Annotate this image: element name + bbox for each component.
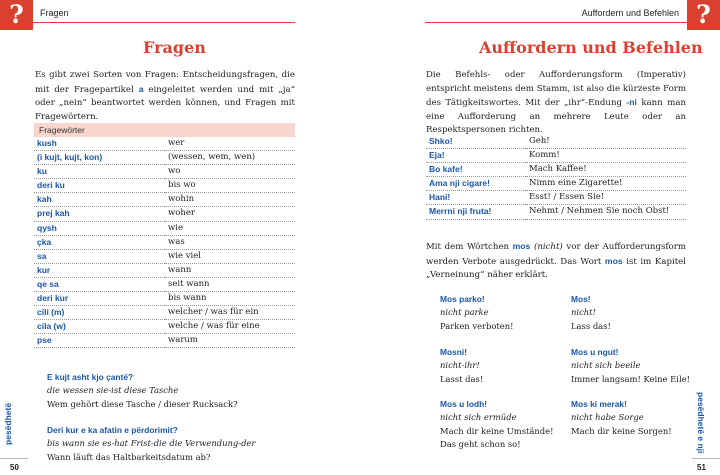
- right-page-number: 51: [697, 463, 706, 472]
- right-running-header: Auffordern und Befehlen: [581, 8, 679, 18]
- table-row: [34, 193, 295, 207]
- left-footer-rule: [0, 458, 28, 459]
- albanian-term: sa: [34, 249, 165, 263]
- albanian-term: deri ku: [34, 179, 165, 193]
- table-row: [34, 165, 295, 179]
- table-row: [34, 263, 295, 277]
- german-translation: wer: [165, 137, 295, 151]
- german-translation: warum: [165, 334, 295, 348]
- german-translation: welche / was für eine: [165, 320, 295, 334]
- table-row: [34, 235, 295, 249]
- german-translation: Mach Kaffee!: [526, 163, 686, 177]
- table-row: [34, 277, 295, 291]
- left-running-header: Fragen: [40, 8, 69, 18]
- albanian-term: Eja!: [426, 149, 526, 163]
- german-translation: wie: [165, 221, 295, 235]
- german-translation: was: [165, 235, 295, 249]
- example-mos: Mos! nicht! Lass das!: [571, 294, 611, 331]
- example-mos-ki-merak: Mos ki merak! nicht habe Sorge Mach dir keine Sorgen!: [571, 399, 672, 436]
- albanian-term: kush: [34, 137, 165, 151]
- table-row: [34, 320, 295, 334]
- table-row: [426, 163, 686, 177]
- table-row: [426, 205, 686, 219]
- german-translation: seit wann: [165, 277, 295, 291]
- german-translation: wo: [165, 165, 295, 179]
- right-header-rule: [425, 22, 687, 23]
- table-row: [34, 249, 295, 263]
- german-translation: (wessen, wem, wen): [165, 151, 295, 165]
- table-row: [426, 135, 686, 149]
- question-words-table: [34, 137, 295, 348]
- albanian-term: prej kah: [34, 207, 165, 221]
- german-translation: Komm!: [526, 149, 686, 163]
- example-mos-u-lodh: Mos u lodh! nicht sich ermüde Mach dir keine Umstände! Das geht schon so!: [440, 399, 554, 449]
- albanian-term: Ama nji cigare!: [426, 177, 526, 191]
- german-translation: wie viel: [165, 249, 295, 263]
- ending-ni: -ni: [626, 97, 637, 108]
- german-translation: Nehmt / Nehmen Sie noch Obst!: [526, 205, 686, 219]
- example-mosni: Mosni! nicht-ihr! Lasst das!: [440, 347, 484, 384]
- table-row: [34, 207, 295, 221]
- right-footer-rule: [692, 458, 720, 459]
- albanian-term: qysh: [34, 221, 165, 235]
- right-intro: Die Befehls- oder Aufforderungsform (Imperativ) entspricht meistens dem Stamm, ist also die kürzeste Form des Tätigkeitswortes. Mit der „ihr“-Endung -ni kann man eine Aufforderung an mehrere Leute oder an Respektspersonen richten.: [426, 70, 686, 136]
- particle-a: a: [138, 83, 144, 94]
- albanian-term: kur: [34, 263, 165, 277]
- german-translation: wann: [165, 263, 295, 277]
- example-1: E kujt asht kjo çantë? die wessen sie-ist diese Tasche Wem gehört diese Tasche / dieser Rucksack?: [47, 372, 238, 409]
- example-mos-u-ngut: Mos u ngut! nicht sich beeile Immer langsam! Keine Eile!: [571, 347, 690, 384]
- albanian-term: (i kujt, kujt, kon): [34, 151, 165, 165]
- table-row: [34, 221, 295, 235]
- albanian-term: çka: [34, 235, 165, 249]
- albanian-term: kah: [34, 193, 165, 207]
- german-translation: woher: [165, 207, 295, 221]
- german-translation: wohin: [165, 193, 295, 207]
- left-side-label: pesëdhetë: [3, 402, 13, 445]
- table-row: [426, 149, 686, 163]
- german-translation: Nimm eine Zigarette!: [526, 177, 686, 191]
- table-row: [34, 137, 295, 151]
- albanian-term: Shko!: [426, 135, 526, 149]
- german-translation: Geh!: [526, 135, 686, 149]
- albanian-term: cili (m): [34, 306, 165, 320]
- table-row: [34, 334, 295, 348]
- german-translation: bis wo: [165, 179, 295, 193]
- albanian-term: ku: [34, 165, 165, 179]
- table-row: [426, 191, 686, 205]
- example-2: Deri kur e ka afatin e përdorimit? bis wann sie es-hat Frist-die die Verwendung-der Wann läuft das Haltbarkeitsdatum ab?: [47, 425, 256, 462]
- right-paragraph-2: Mit dem Wörtchen mos (nicht) vor der Aufforderungsform werden Verbote ausgedrückt. Das Wort mos ist im Kapitel „Verneinung“ näher erklärt.: [426, 241, 686, 281]
- left-page-number: 50: [10, 463, 19, 472]
- albanian-term: qe sa: [34, 277, 165, 291]
- german-translation: welcher / was für ein: [165, 306, 295, 320]
- table-row: [34, 151, 295, 165]
- german-translation: Esst! / Essen Sie!: [526, 191, 686, 205]
- german-translation: bis wann: [165, 292, 295, 306]
- left-page-title: Fragen: [143, 38, 206, 57]
- albanian-term: pse: [34, 334, 165, 348]
- right-page-title: Auffordern und Befehlen: [479, 38, 703, 57]
- question-mark-icon: ?: [687, 0, 720, 30]
- albanian-term: cila (w): [34, 320, 165, 334]
- table-row: [34, 306, 295, 320]
- table-row: [34, 292, 295, 306]
- albanian-term: Hani!: [426, 191, 526, 205]
- question-mark-icon: ?: [0, 0, 33, 30]
- right-side-label: pesëdhetë e nji: [696, 392, 706, 454]
- left-header-rule: [33, 22, 295, 23]
- albanian-term: Merrni nji fruta!: [426, 205, 526, 219]
- left-intro: Es gibt zwei Sorten von Fragen: Entscheidungsfragen, die mit der Fragepartikel a eingeleitet werden und mit „ja“ oder „nein“ beantwortet werden können, und Fragen mit Fragewörtern.: [35, 70, 296, 122]
- table-row: [34, 179, 295, 193]
- imperative-table: [426, 135, 686, 220]
- question-words-table-header: Fragewörter: [34, 123, 295, 137]
- albanian-term: Bo kafe!: [426, 163, 526, 177]
- table-row: [426, 177, 686, 191]
- albanian-term: deri kur: [34, 292, 165, 306]
- example-mos-parko: Mos parko! nicht parke Parken verboten!: [440, 294, 514, 331]
